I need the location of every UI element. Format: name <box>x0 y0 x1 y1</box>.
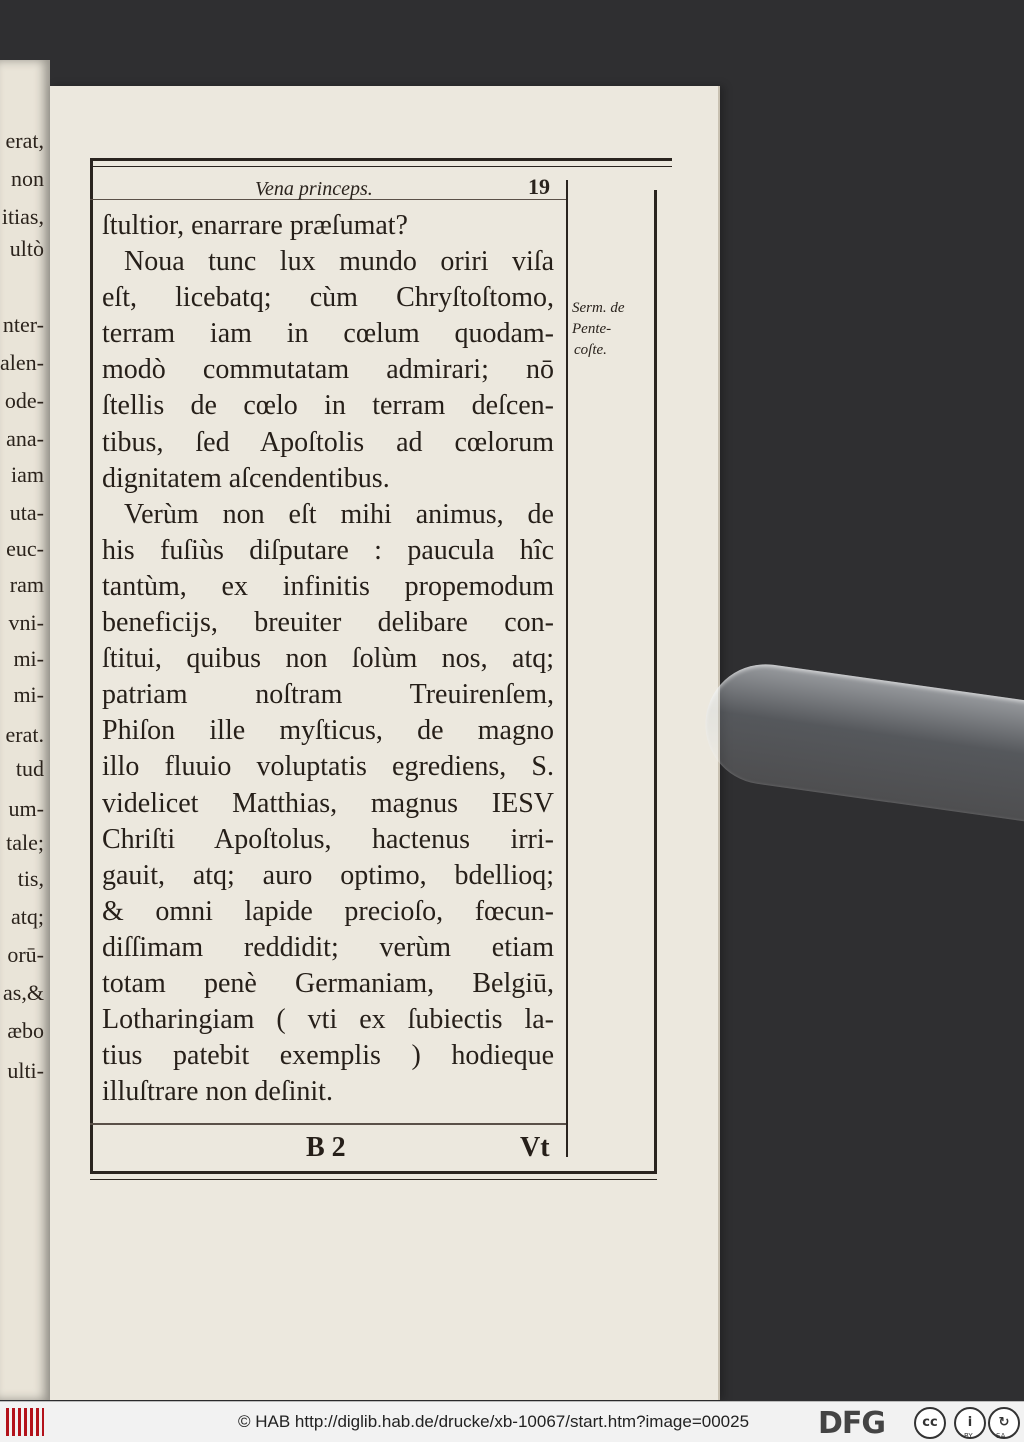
text-line: modò commutatam admirari; nō <box>102 354 554 386</box>
left-page-fragment: tud <box>15 756 44 781</box>
text-line: Noua tunc lux mundo oriri viſa <box>124 246 554 278</box>
frame-bottom-rule-inner <box>90 1179 657 1180</box>
frame-left-rule <box>90 158 93 1173</box>
text-line: dignitatem aſcendentibus. <box>102 462 390 494</box>
left-page-fragment: mi- <box>13 682 44 707</box>
text-line: Chriſti Apoſtolus, hactenus irri- <box>102 823 554 855</box>
footer-url-link[interactable]: © HAB http://diglib.hab.de/drucke/xb-10067/start.htm?image=00025 <box>238 1412 750 1431</box>
left-page-fragment: iam <box>11 462 44 487</box>
left-page-fragment: itias, <box>1 204 44 229</box>
left-page-fragment: mi- <box>13 646 44 671</box>
left-page-fragment: non <box>11 166 44 191</box>
left-page-fragment: æbo <box>7 1018 44 1043</box>
text-line: gauit, atq; auro optimo, bdellioq; <box>102 859 554 891</box>
text-line: diſſimam reddidit; verùm etiam <box>102 931 554 963</box>
left-page-fragment: tale; <box>6 830 44 855</box>
left-page-fragment: ultò <box>9 236 44 261</box>
cc-sa-label: SA <box>996 1432 1006 1440</box>
left-page-fragment: ana- <box>6 426 44 451</box>
text-line: Lotharingiam ( vti ex ſubiectis la- <box>102 1004 554 1036</box>
text-line: ſtitui, quibus non ſolùm nos, atq; <box>102 643 554 675</box>
text-line: tius patebit exemplis ) hodieque <box>102 1040 554 1072</box>
by-icon[interactable]: i <box>954 1407 986 1439</box>
text-line: tantùm, ex infinitis propemodum <box>102 570 554 602</box>
dfg-logo: DFG <box>818 1406 886 1441</box>
text-line: tibus, ſed Apoſtolis ad cœlorum <box>102 426 554 458</box>
text-line: Verùm non eſt mihi animus, de <box>124 498 554 530</box>
left-page-strip <box>0 60 50 1400</box>
text-line: & omni lapide precioſo, fœcun- <box>102 895 554 927</box>
library-logo-icon <box>6 1408 44 1436</box>
text-line: totam penè Germaniam, Belgiū, <box>102 967 554 999</box>
left-page-fragment: ode- <box>4 388 44 413</box>
margin-note-line: Serm. de <box>572 300 625 316</box>
left-page-fragment: as,& <box>3 980 44 1005</box>
margin-note <box>572 298 652 361</box>
glass-page-weight <box>698 657 1024 823</box>
book-page <box>50 86 720 1400</box>
frame-right-rule <box>654 190 657 1173</box>
cc-by-label: BY <box>964 1432 973 1440</box>
text-line: illuſtrare non deſinit. <box>102 1076 333 1108</box>
text-line: patriam noſtram Treuirenſem, <box>102 679 554 711</box>
text-line: terram iam in cœlum quodam- <box>102 318 554 350</box>
text-line: his fuſiùs diſputare : paucula hîc <box>102 534 554 566</box>
text-line: videlicet Matthias, magnus IESV <box>102 787 554 819</box>
left-page-fragment: um- <box>8 796 44 821</box>
left-page-fragment: euc- <box>6 536 44 561</box>
body-text <box>102 208 554 1110</box>
footer-bar <box>0 1401 1024 1442</box>
text-line: Phiſon ille myſticus, de magno <box>102 715 554 747</box>
text-line: ſtultior, enarrare præſumat? <box>102 210 408 241</box>
left-page-fragment: nter- <box>2 312 44 337</box>
catchword: Vt <box>520 1132 550 1163</box>
sa-icon[interactable]: ↻ <box>988 1407 1020 1439</box>
text-line: ſtellis de cœlo in terram deſcen- <box>102 390 554 422</box>
page-number: 19 <box>528 174 550 199</box>
left-page-fragment: ulti- <box>7 1058 44 1083</box>
left-page-fragment: ram <box>9 572 44 597</box>
left-page-fragment: erat, <box>5 128 44 153</box>
running-title: Vena princeps. <box>255 178 373 200</box>
frame-bottom-rule <box>90 1171 657 1174</box>
signature-mark: B 2 <box>306 1132 346 1163</box>
text-line: beneficijs, breuiter delibare con- <box>102 607 554 639</box>
signature-rule <box>90 1123 566 1125</box>
text-line: illo fluuio voluptatis egrediens, S. <box>102 751 554 783</box>
left-page-fragment: atq; <box>11 904 44 929</box>
margin-note-line: coſte. <box>574 342 607 358</box>
margin-note-line: Pente- <box>572 321 612 337</box>
cc-icon[interactable]: cc <box>914 1407 946 1439</box>
frame-margin-rule <box>566 180 568 1157</box>
left-page-fragment: alen- <box>0 350 44 375</box>
frame-top-rule <box>90 158 672 161</box>
frame-top-rule-inner <box>90 166 672 167</box>
left-page-fragment: orū- <box>7 942 44 967</box>
left-page-fragment: uta- <box>9 500 44 525</box>
left-page-fragment: tis, <box>17 866 44 891</box>
left-page-fragment: vni- <box>8 610 44 635</box>
text-line: eſt, licebatq; cùm Chryſtoſtomo, <box>102 282 554 314</box>
left-page-fragment: erat. <box>5 722 44 747</box>
